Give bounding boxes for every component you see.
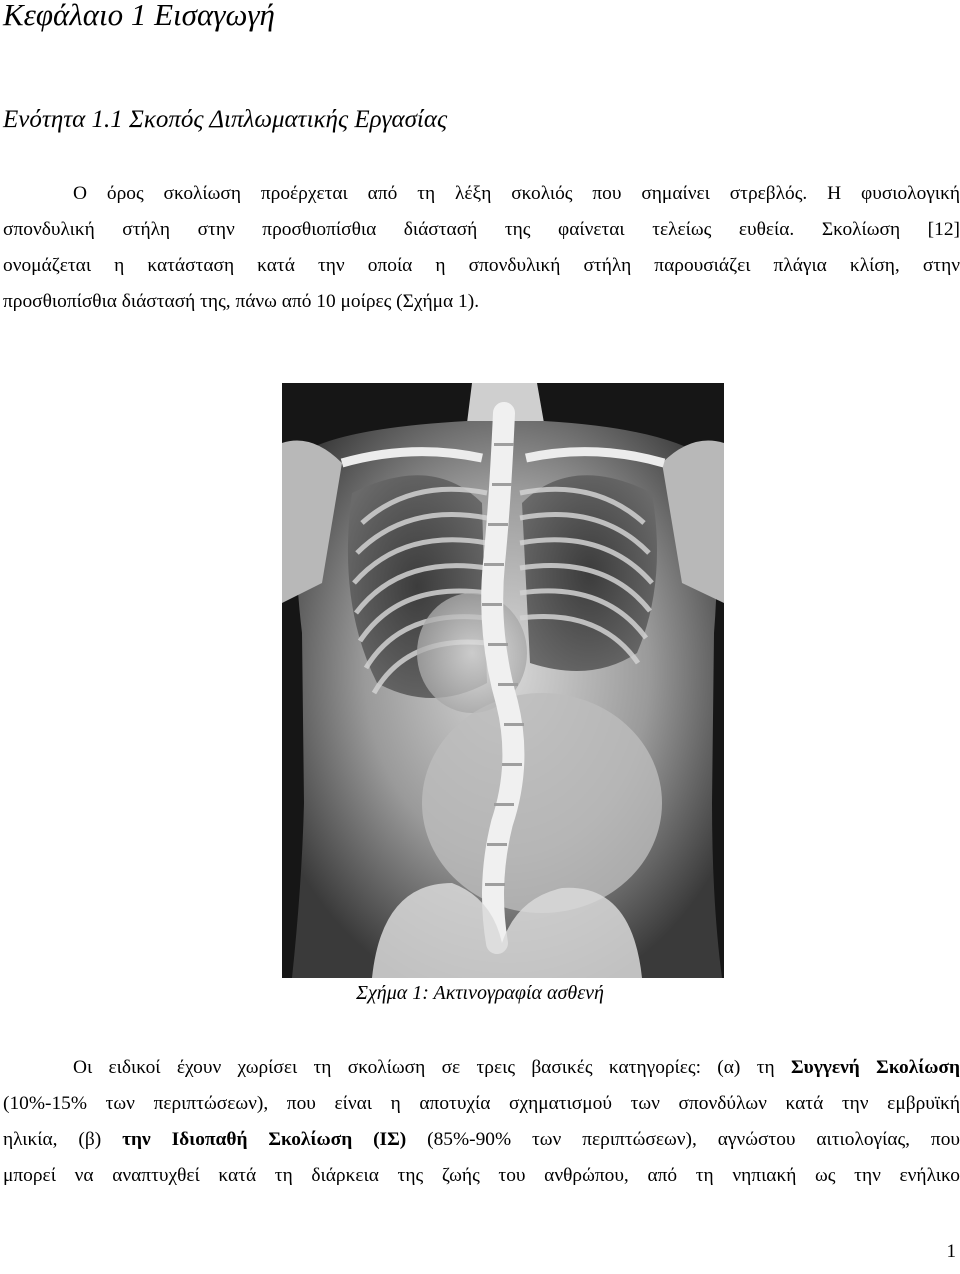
paragraph-line: μπορεί να αναπτυχθεί κατά τη διάρκεια της ζωής του ανθρώπου, από τη νηπιακή ως την ενήλικο (3, 1165, 960, 1186)
categories-paragraph (3, 1050, 960, 1194)
figure-caption: Σχήμα 1: Ακτινογραφία ασθενή (356, 982, 604, 1004)
xray-figure-image (282, 383, 724, 978)
paragraph-line (3, 1122, 960, 1158)
section-title: Ενότητα 1.1 Σκοπός Διπλωματικής Εργασίας (3, 106, 448, 133)
intro-paragraph (3, 176, 960, 320)
page-number: 1 (946, 1241, 956, 1262)
paragraph-line: Ο όρος σκολίωση προέρχεται από τη λέξη σκολιός που σημαίνει στρεβλός. Η φυσιολογική (73, 183, 960, 204)
chapter-title: Κεφάλαιο 1 Εισαγωγή (3, 0, 275, 32)
text-run: ηλικία, (β) (3, 1129, 123, 1150)
paragraph-line: (10%-15% των περιπτώσεων), που είναι η αποτυχία σχηματισμού των σπονδύλων κατά την εμβρυϊκή (3, 1093, 960, 1114)
text-run: Οι ειδικοί έχουν χωρίσει τη σκολίωση σε τρεις βασικές κατηγορίες: (α) τη (73, 1057, 791, 1078)
paragraph-line (3, 1050, 960, 1086)
text-run: (85%-90% των περιπτώσεων), αγνώστου αιτιολογίας, που (406, 1129, 960, 1150)
idiopathic-scoliosis-term: την Ιδιοπαθή Σκολίωση (ΙΣ) (122, 1129, 407, 1150)
paragraph-line: προσθιοπίσθια διάστασή της, πάνω από 10 μοίρες (Σχήμα 1). (3, 291, 480, 312)
paragraph-line: σπονδυλική στήλη στην προσθιοπίσθια διάστασή της φαίνεται τελείως ευθεία. Σκολίωση [12] (3, 219, 960, 240)
paragraph-line: ονομάζεται η κατάσταση κατά την οποία η σπονδυλική στήλη παρουσιάζει πλάγια κλίση, στην (3, 255, 960, 276)
congenital-scoliosis-term: Συγγενή Σκολίωση (790, 1057, 960, 1078)
